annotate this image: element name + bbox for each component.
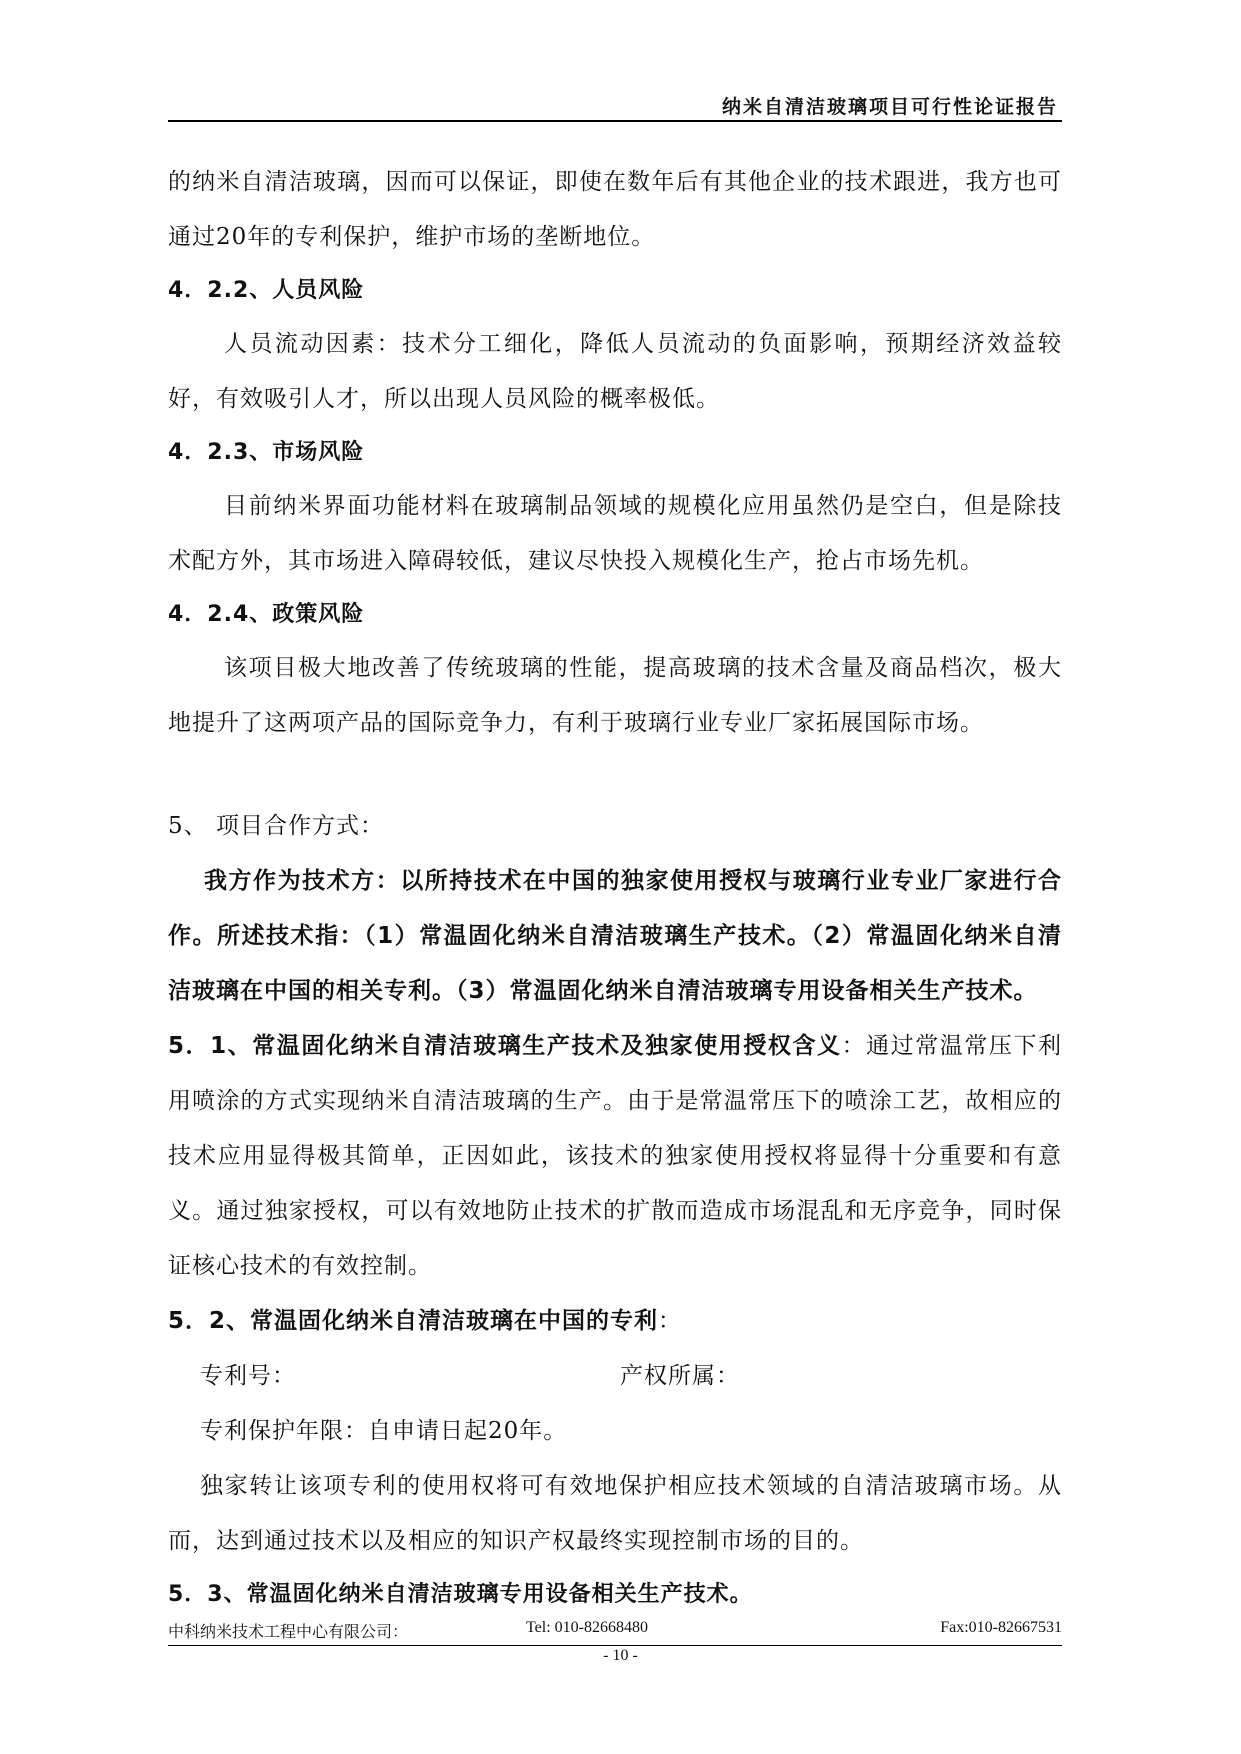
heading-4-2-2: 4．2.2、人员风险	[168, 278, 365, 303]
heading-5-1: 5．1、常温固化纳米自清洁玻璃生产技术及独家使用授权含义	[168, 1033, 842, 1059]
heading-4-2-3: 4．2.3、市场风险	[168, 440, 365, 465]
patent-number-label: 专利号：	[200, 1363, 296, 1389]
heading-5-2-colon: ：	[658, 1308, 683, 1334]
patent-info-row	[168, 1349, 1062, 1404]
footer-company: 中科纳米技术工程中心有限公司：	[168, 1624, 409, 1641]
paragraph-5-1-text: ：通过常温常压下利用喷涂的方式实现纳米自清洁玻璃的生产。由于是常温常压下的喷涂工艺，故相应的技术应用显得极其简单，正因如此，该技术的独家使用授权将显得十分重要和有意义。通过独家授权，可以有效地防止技术的扩散而造成市场混乱和无序竞争，同时保证核心技术的有效控制。	[168, 1033, 1063, 1279]
page-footer	[168, 1617, 1062, 1646]
paragraph-cooperation: 我方作为技术方：以所持技术在中国的独家使用授权与玻璃行业专业厂家进行合作。所述技术指：（1）常温固化纳米自清洁玻璃生产技术。（2）常温固化纳米自清洁玻璃在中国的相关专利。（3）常温固化纳米自清洁玻璃专用设备相关生产技术。	[168, 868, 1062, 1004]
heading-4-2-4: 4．2.4、政策风险	[168, 602, 365, 627]
footer-tel: Tel: 010-82668480	[526, 1619, 648, 1636]
page-number: - 10 -	[603, 1647, 638, 1664]
paragraph-personnel-risk: 人员流动因素：技术分工细化，降低人员流动的负面影响，预期经济效益较好，有效吸引人才，所以出现人员风险的概率极低。	[168, 331, 1062, 412]
heading-5-2: 5．2、常温固化纳米自清洁玻璃在中国的专利	[168, 1308, 659, 1334]
page-header	[168, 90, 1062, 122]
paragraph-continued: 的纳米自清洁玻璃，因而可以保证，即使在数年后有其他企业的技术跟进，我方也可通过20年的专利保护，维护市场的垄断地位。	[168, 169, 1062, 250]
heading-5-2-line	[168, 1294, 1062, 1349]
ownership-label: 产权所属：	[620, 1363, 740, 1389]
footer-fax: Fax:010-82667531	[940, 1619, 1062, 1636]
heading-5-3: 5．3、常温固化纳米自清洁玻璃专用设备相关生产技术。	[168, 1582, 753, 1607]
paragraph-5-1	[168, 1019, 1062, 1294]
paragraph-5-2: 独家转让该项专利的使用权将可有效地保护相应技术领域的自清洁玻璃市场。从而，达到通过技术以及相应的知识产权最终实现控制市场的目的。	[168, 1473, 1062, 1554]
heading-5: 5、 项目合作方式：	[168, 813, 384, 839]
document-title: 纳米自清洁玻璃项目可行性论证报告	[721, 96, 1058, 118]
paragraph-policy-risk: 该项目极大地改善了传统玻璃的性能，提高玻璃的技术含量及商品档次，极大地提升了这两项产品的国际竞争力，有利于玻璃行业专业厂家拓展国际市场。	[168, 655, 1062, 736]
paragraph-market-risk: 目前纳米界面功能材料在玻璃制品领域的规模化应用虽然仍是空白，但是除技术配方外，其市场进入障碍较低，建议尽快投入规模化生产，抢占市场先机。	[168, 493, 1062, 574]
section-spacer	[168, 751, 1062, 799]
patent-protection-period: 专利保护年限：自申请日起20年。	[200, 1418, 568, 1444]
page-content	[168, 155, 1062, 1621]
